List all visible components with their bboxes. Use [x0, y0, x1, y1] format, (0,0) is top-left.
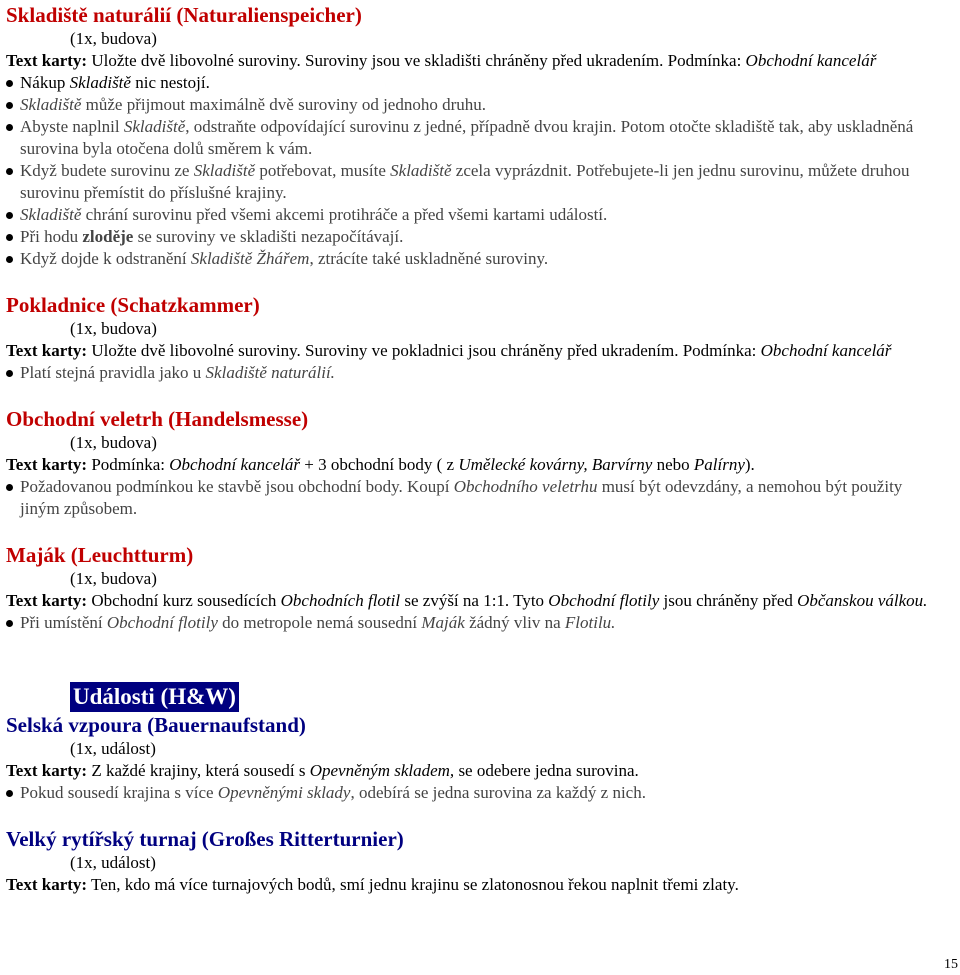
section-meta: (1x, budova)	[70, 319, 157, 338]
section-meta: (1x, budova)	[70, 433, 157, 452]
page-number: 15	[944, 957, 958, 972]
bullet-icon	[6, 212, 13, 219]
list-item: Platí stejná pravidla jako u Skladiště naturálií.	[6, 362, 946, 384]
list-item: Abyste naplnil Skladiště, odstraňte odpovídající surovinu z jedné, případně dvou krajin. Potom otočte skladiště tak, aby uskladněná surovina byla otočena dolů směrem k vám.	[6, 116, 946, 160]
card-text: Text karty: Podmínka: Obchodní kancelář + 3 obchodní body ( z Umělecké kovárny, Barvírny nebo Palírny).	[6, 455, 755, 474]
bullet-icon	[6, 790, 13, 797]
bullet-icon	[6, 168, 13, 175]
document-page	[6, 2, 946, 896]
card-text-italic: Obchodní kancelář	[745, 51, 877, 70]
list-item: Při hodu zloděje se suroviny ve skladišti nezapočítávají.	[6, 226, 946, 248]
list-item: Když dojde k odstranění Skladiště Žhářem, ztrácíte také uskladněné suroviny.	[6, 248, 946, 270]
section-meta: (1x, událost)	[70, 853, 156, 872]
card-text-body: Uložte dvě libovolné suroviny. Suroviny jsou ve skladišti chráněny před ukradením. Podmínka:	[91, 51, 742, 70]
bullet-icon	[6, 124, 13, 131]
section-title-majak: Maják (Leuchtturm)	[6, 543, 194, 567]
card-text: Text karty: Ten, kdo má více turnajových bodů, smí jednu krajinu se zlatonosnou řekou naplnit třemi zlaty.	[6, 875, 739, 894]
list-item: Skladiště může přijmout maximálně dvě suroviny od jednoho druhu.	[6, 94, 946, 116]
list-item: Pokud sousedí krajina s více Opevněnými sklady, odebírá se jedna surovina za každý z nich.	[6, 782, 946, 804]
events-heading: Události (H&W)	[70, 682, 239, 712]
bullet-icon	[6, 102, 13, 109]
bullet-icon	[6, 370, 13, 377]
section-title-veletrh: Obchodní veletrh (Handelsmesse)	[6, 407, 309, 431]
bullet-icon	[6, 80, 13, 87]
list-item: Požadovanou podmínkou ke stavbě jsou obchodní body. Koupí Obchodního veletrhu musí být odevzdány, a nemohou být použity jiným způsobem.	[6, 476, 946, 520]
section-meta: (1x, budova)	[70, 569, 157, 588]
section-meta: (1x, budova)	[70, 29, 157, 48]
card-text: Text karty: Obchodní kurz sousedících Obchodních flotil se zvýší na 1:1. Tyto Obchodní flotily jsou chráněny před Občanskou válkou.	[6, 591, 928, 610]
list-item: Když budete surovinu ze Skladiště potřebovat, musíte Skladiště zcela vyprázdnit. Potřebujete-li jen jednu surovinu, můžete druhou surovinu přemístit do příslušné krajiny.	[6, 160, 946, 204]
card-text: Text karty: Z každé krajiny, která sousedí s Opevněným skladem, se odebere jedna surovina.	[6, 761, 639, 780]
list-item: Skladiště chrání surovinu před všemi akcemi protihráče a před všemi kartami událostí.	[6, 204, 946, 226]
card-text	[6, 50, 946, 72]
bullet-icon	[6, 256, 13, 263]
section-title-skladiste: Skladiště naturálií (Naturalienspeicher)	[6, 3, 362, 27]
section-title-vzpoura: Selská vzpoura (Bauernaufstand)	[6, 713, 306, 737]
section-title-turnaj: Velký rytířský turnaj (Großes Ritterturnier)	[6, 827, 404, 851]
bullet-icon	[6, 484, 13, 491]
bullet-icon	[6, 234, 13, 241]
card-label: Text karty:	[6, 51, 88, 70]
section-meta: (1x, událost)	[70, 739, 156, 758]
list-item: Při umístění Obchodní flotily do metropole nemá sousední Maják žádný vliv na Flotilu.	[6, 612, 946, 634]
list-item: Nákup Skladiště nic nestojí.	[6, 72, 946, 94]
section-title-pokladnice: Pokladnice (Schatzkammer)	[6, 293, 260, 317]
bullet-icon	[6, 620, 13, 627]
card-text: Text karty: Uložte dvě libovolné suroviny. Suroviny ve pokladnici jsou chráněny před ukradením. Podmínka: Obchodní kancelář	[6, 341, 892, 360]
